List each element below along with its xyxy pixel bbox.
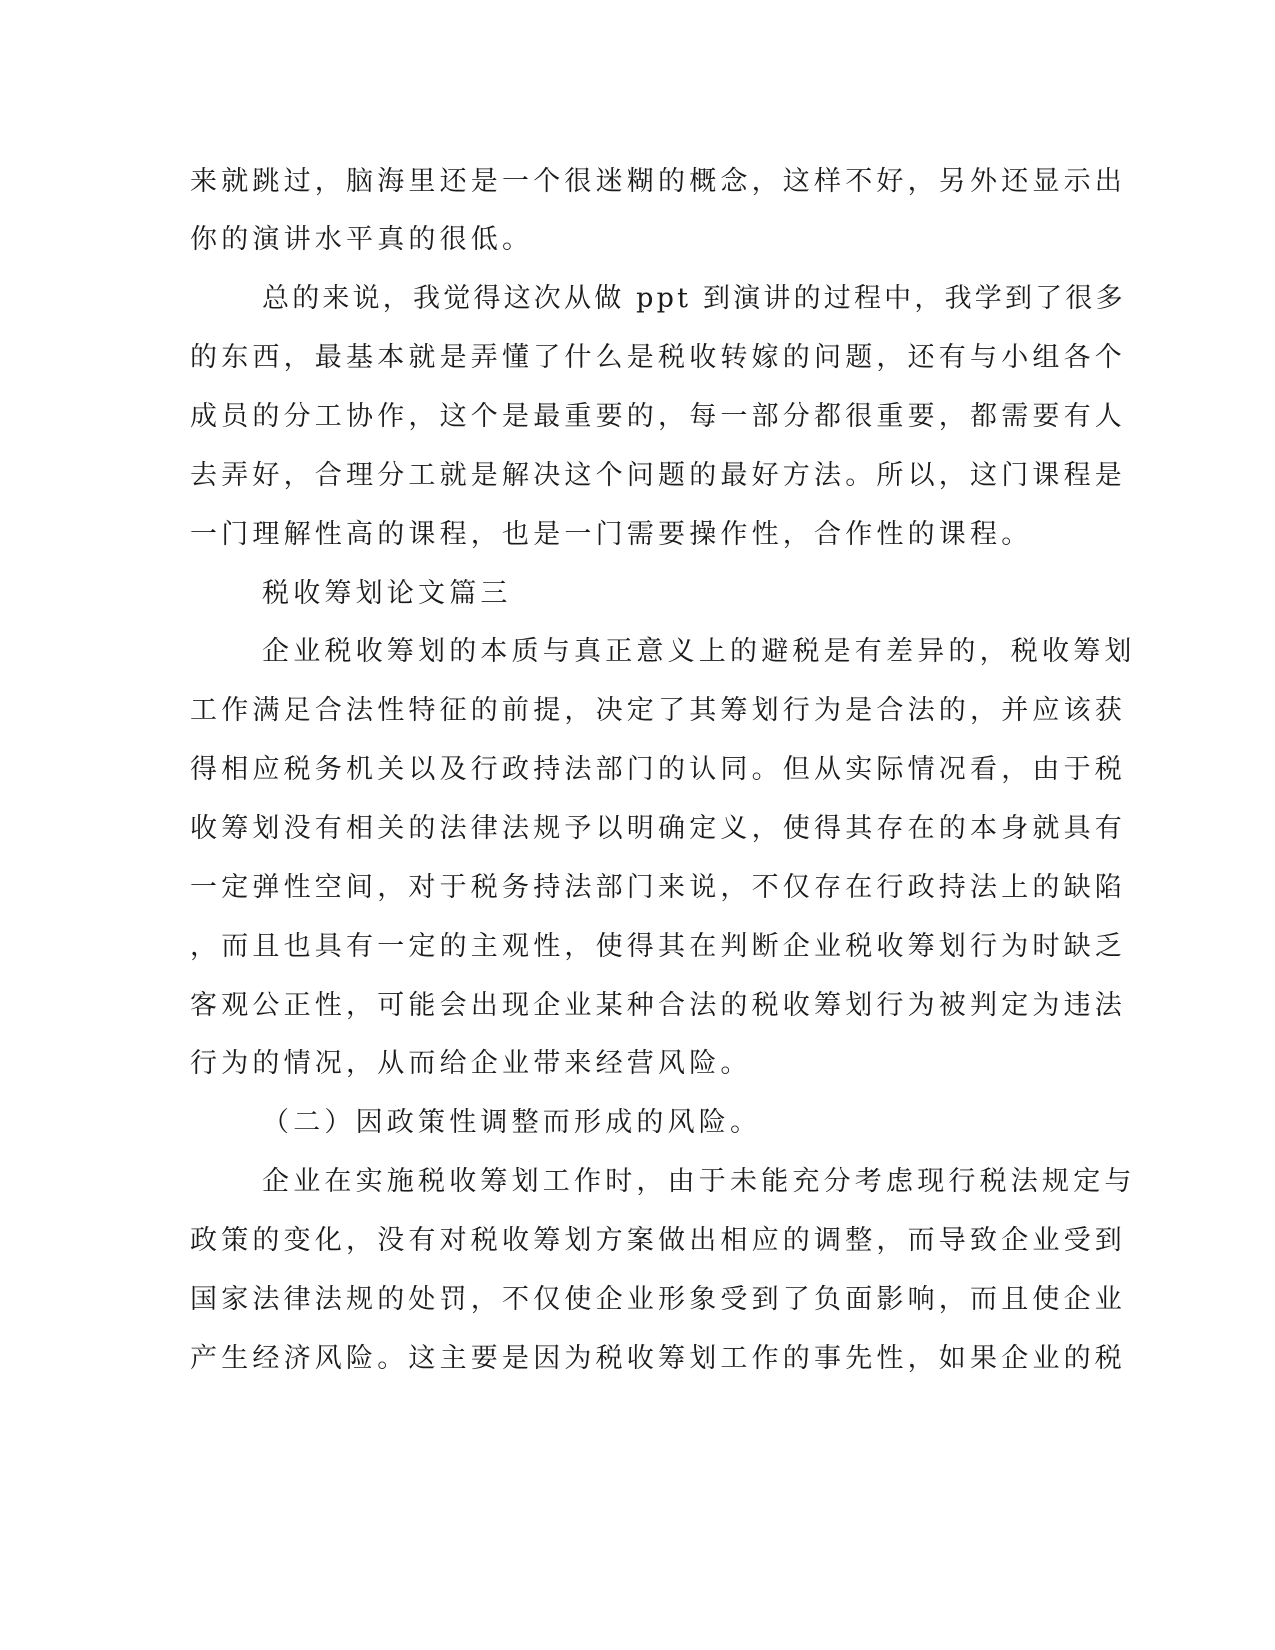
body-text-line: 工作满足合法性特征的前提，决定了其筹划行为是合法的，并应该获: [190, 695, 1126, 726]
body-text-line: 来就跳过，脑海里还是一个很迷糊的概念，这样不好，另外还显示出: [190, 166, 1126, 197]
body-text-line: 政策的变化，没有对税收筹划方案做出相应的调整，而导致企业受到: [190, 1225, 1126, 1256]
body-text-line: 一定弹性空间，对于税务持法部门来说，不仅存在行政持法上的缺陷: [190, 872, 1126, 903]
body-text-line: 去弄好，合理分工就是解决这个问题的最好方法。所以，这门课程是: [190, 460, 1126, 491]
paragraph-first-line: 企业在实施税收筹划工作时，由于未能充分考虑现行税法规定与: [262, 1166, 1136, 1197]
body-text-line: 客观公正性，可能会出现企业某种合法的税收筹划行为被判定为违法: [190, 990, 1126, 1021]
body-text-line: 一门理解性高的课程，也是一门需要操作性，合作性的课程。: [190, 519, 1033, 550]
subsection-heading: （二）因政策性调整而形成的风险。: [262, 1107, 762, 1138]
body-text-line: 收筹划没有相关的法律法规予以明确定义，使得其存在的本身就具有: [190, 813, 1126, 844]
body-text-line: ，而且也具有一定的主观性，使得其在判断企业税收筹划行为时缺乏: [190, 931, 1126, 962]
body-text-line: 行为的情况，从而给企业带来经营风险。: [190, 1048, 752, 1079]
body-text-line: 国家法律法规的处罚，不仅使企业形象受到了负面影响，而且使企业: [190, 1284, 1126, 1315]
body-text-line: 成员的分工协作，这个是最重要的，每一部分都很重要，都需要有人: [190, 401, 1126, 432]
section-heading: 税收筹划论文篇三: [262, 578, 512, 609]
body-text-line: 产生经济风险。这主要是因为税收筹划工作的事先性，如果企业的税: [190, 1343, 1126, 1374]
body-text-line: 的东西，最基本就是弄懂了什么是税收转嫁的问题，还有与小组各个: [190, 342, 1126, 373]
paragraph-first-line: 总的来说，我觉得这次从做 ppt 到演讲的过程中，我学到了很多: [262, 283, 1126, 314]
body-text-line: 得相应税务机关以及行政持法部门的认同。但从实际情况看，由于税: [190, 754, 1126, 785]
body-text-line: 你的演讲水平真的很低。: [190, 224, 534, 255]
paragraph-first-line: 企业税收筹划的本质与真正意义上的避税是有差异的，税收筹划: [262, 636, 1136, 667]
